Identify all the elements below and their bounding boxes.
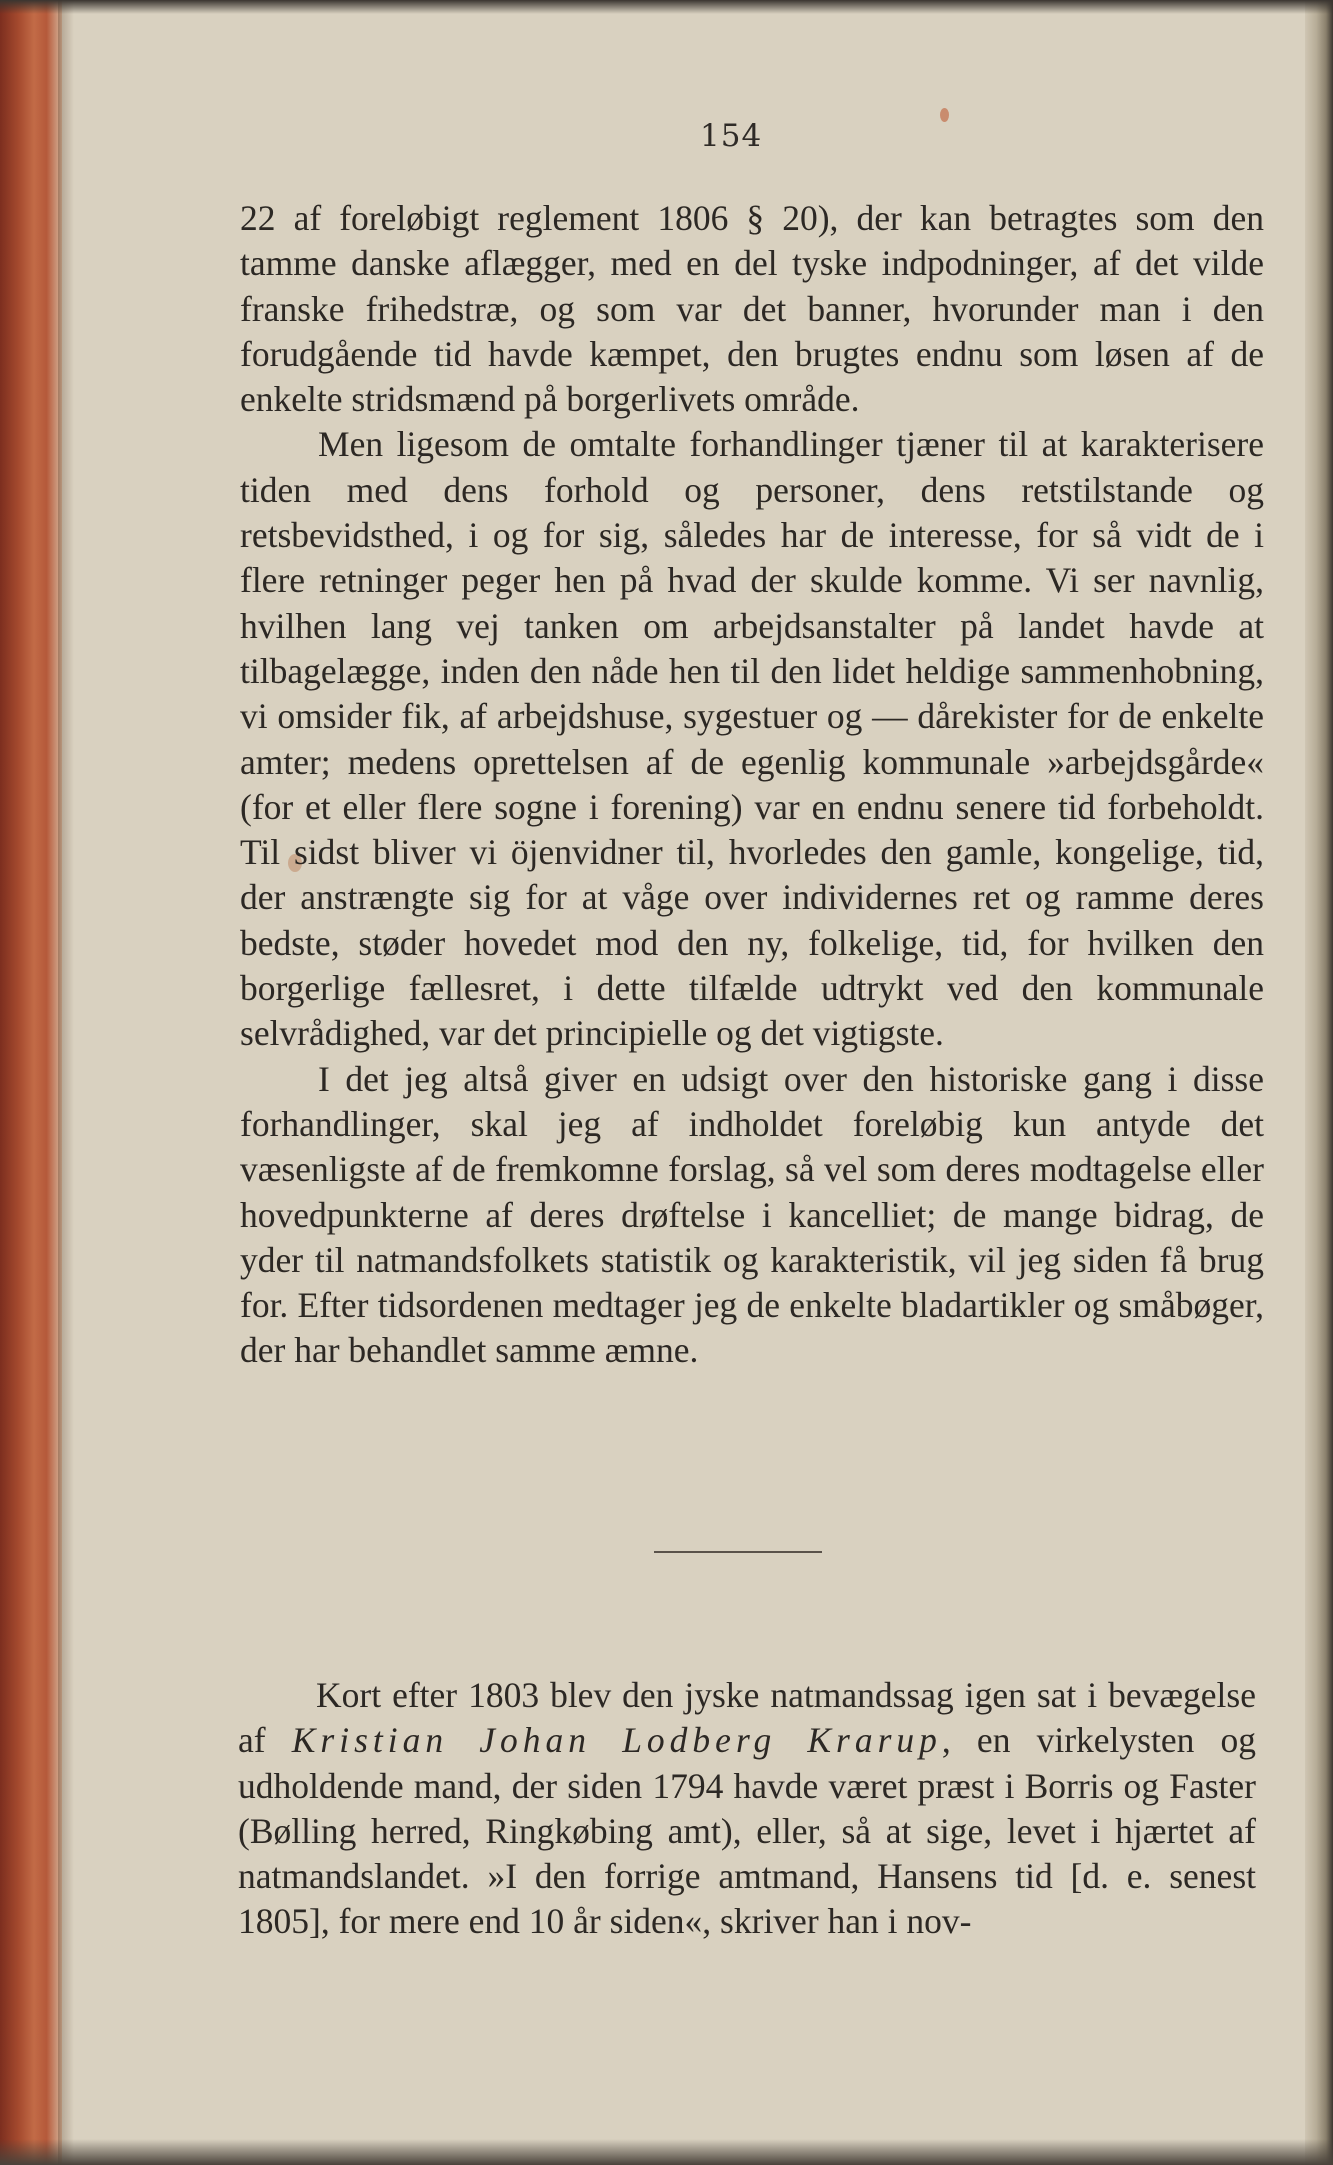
body-text xyxy=(240,196,1264,1374)
section-divider xyxy=(654,1551,822,1553)
paragraph-2: Men ligesom de omtalte forhandlinger tjæner til at karakterisere tiden med dens forhold og personer, dens retstilstande og retsbevidsthed, i og for sig, således har de interesse, for så vidt de i flere retninger peger hen på hvad der skulde komme. Vi ser navnlig, hvilhen lang vej tanken om arbejdsanstalter på landet havde at tilbagelægge, inden den nåde hen til den lidet heldige sammenhobning, vi omsider fik, af arbejdshuse, sygestuer og — dårekister for de enkelte amter; medens oprettelsen af de egenlig kommunale »arbejdsgårde« (for et eller flere sogne i forening) var en endnu senere tid forbeholdt. Til sidst bliver vi öjenvidner til, hvorledes den gamle, kongelige, tid, der anstrængte sig for at våge over individernes ret og ramme deres bedste, støder hovedet mod den ny, folkelige, tid, for hvilken den borgerlige fællesret, i dette tilfælde udtrykt ved den kommunale selvrådighed, var det principielle og det vigtigste. xyxy=(240,424,1264,1054)
top-shadow xyxy=(0,0,1333,14)
paper-stain xyxy=(940,108,949,122)
page-edge xyxy=(1305,0,1333,2165)
person-name: Kristian Johan Lodberg Krarup xyxy=(291,1720,942,1761)
paragraph-1: 22 af foreløbigt reglement 1806 § 20), der kan betragtes som den tamme danske aflægger, med en del tyske indpodninger, af det vilde franske frihedstræ, og som var det banner, hvorunder man i den forudgående tid havde kæmpet, den brugtes endnu som løsen af de enkelte stridsmænd på borgerlivets område. xyxy=(240,198,1264,420)
book-binding xyxy=(0,0,62,2165)
paragraph-3: I det jeg altså giver en udsigt over den historiske gang i disse forhandlinger, skal jeg af indholdet foreløbig kun antyde det væsenligste af de fremkomne forslag, så vel som deres modtagelse eller hovedpunkterne af deres drøftelse i kancelliet; de mange bidrag, de yder til natmandsfolkets statistik og karakteristik, vil jeg siden få brug for. Efter tidsordenen medtager jeg de enkelte bladartikler og småbøger, der har behandlet samme æmne. xyxy=(240,1058,1264,1371)
page-number: 154 xyxy=(700,118,763,154)
paragraph-4-lead: Kort efter 1803 blev den jyske natmandssag igen sat i bevægelse af xyxy=(238,1675,1256,1761)
bottom-shadow xyxy=(0,2139,1333,2165)
binding-shadow xyxy=(58,0,74,2165)
paragraph-4 xyxy=(238,1673,1256,1945)
paragraph-4-rest: , en virkelysten og udholdende mand, der siden 1794 havde været præst i Borris og Faster (Bølling herred, Ringkøbing amt), eller, så at sige, levet i hjærtet af natmandslandet. »I den forrige amtmand, Hansens tid [d. e. senest 1805], for mere end 10 år siden«, skriver han i nov- xyxy=(238,1720,1256,1942)
section-2-text xyxy=(238,1673,1256,1945)
